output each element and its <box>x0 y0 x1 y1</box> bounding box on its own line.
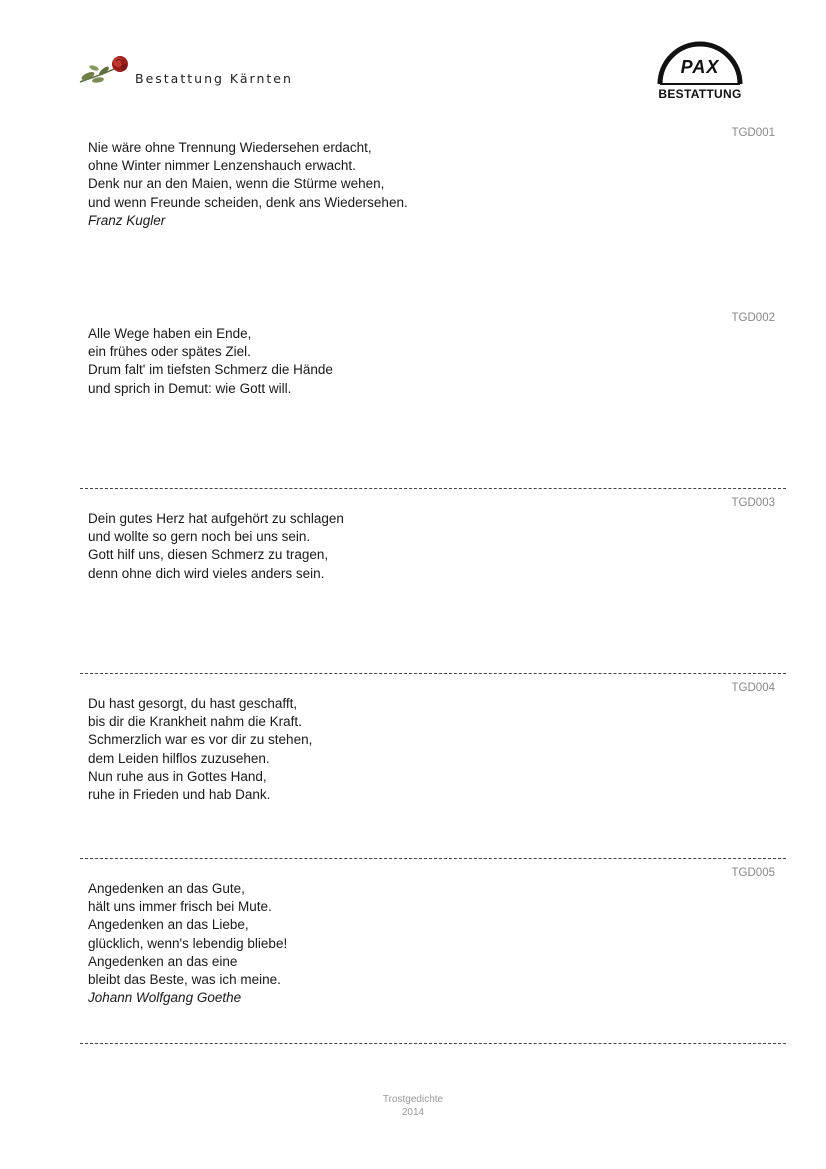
poem-line: und wenn Freunde scheiden, denk ans Wiedersehen. <box>88 194 408 210</box>
poem-text <box>88 880 287 1007</box>
footer-year: 2014 <box>401 1107 425 1118</box>
poem-line: dem Leiden hilflos zuzusehen. <box>88 750 270 766</box>
poem-code: TGD005 <box>731 867 775 879</box>
divider <box>80 673 786 674</box>
poem-line: Angedenken an das Liebe, <box>88 917 249 933</box>
poem-code: TGD001 <box>731 127 775 139</box>
poem-author: Franz Kugler <box>88 212 166 228</box>
pax-logo <box>654 40 746 102</box>
pax-subtitle: BESTATTUNG <box>658 87 742 101</box>
divider <box>80 488 786 489</box>
brand-name: Bestattung Kärnten <box>135 71 293 86</box>
poem-line: Alle Wege haben ein Ende, <box>88 326 252 341</box>
poem-line: Angedenken an das Gute, <box>88 881 245 896</box>
poem-text <box>88 325 333 398</box>
poem-line: Du hast gesorgt, du hast geschafft, <box>88 696 298 711</box>
divider <box>80 1043 786 1044</box>
poem-text <box>88 695 312 804</box>
poem-line: und wollte so gern noch bei uns sein. <box>88 529 311 545</box>
poem-author: Johann Wolfgang Goethe <box>88 990 242 1006</box>
poem-text <box>88 510 344 583</box>
poem-line: glücklich, wenn's lebendig bliebe! <box>88 935 288 951</box>
rose-icon <box>78 52 134 86</box>
poem-line: denn ohne dich wird vieles anders sein. <box>88 565 325 581</box>
poem-line: Gott hilf uns, diesen Schmerz zu tragen, <box>88 547 329 563</box>
poem-line: Nun ruhe aus in Gottes Hand, <box>88 768 267 784</box>
poem-line: ohne Winter nimmer Lenzenshauch erwacht. <box>88 158 356 174</box>
poem-line: Drum falt' im tiefsten Schmerz die Hände <box>88 362 333 378</box>
footer-title: Trostgedichte <box>382 1094 444 1105</box>
poem-code: TGD002 <box>731 312 775 324</box>
page-footer <box>0 1093 826 1119</box>
poem-line: Schmerzlich war es vor dir zu stehen, <box>88 732 313 748</box>
poem-text <box>88 139 408 230</box>
poem-line: ein frühes oder spätes Ziel. <box>88 344 251 360</box>
poem-line: bis dir die Krankheit nahm die Kraft. <box>88 714 302 730</box>
poem-code: TGD003 <box>731 497 775 509</box>
poem-line: Denk nur an den Maien, wenn die Stürme wehen, <box>88 176 385 192</box>
poem-line: und sprich in Demut: wie Gott will. <box>88 380 292 396</box>
poem-line: bleibt das Beste, was ich meine. <box>88 972 281 988</box>
poem-line: Dein gutes Herz hat aufgehört zu schlagen <box>88 511 344 526</box>
divider <box>80 858 786 859</box>
poem-line: Nie wäre ohne Trennung Wiedersehen erdacht, <box>88 140 372 155</box>
poem-line: Angedenken an das eine <box>88 953 238 969</box>
pax-wordmark: PAX <box>680 57 720 77</box>
poem-line: ruhe in Frieden und hab Dank. <box>88 787 271 803</box>
poem-code: TGD004 <box>731 682 775 694</box>
brand-header <box>78 52 338 88</box>
poem-line: hält uns immer frisch bei Mute. <box>88 899 272 915</box>
